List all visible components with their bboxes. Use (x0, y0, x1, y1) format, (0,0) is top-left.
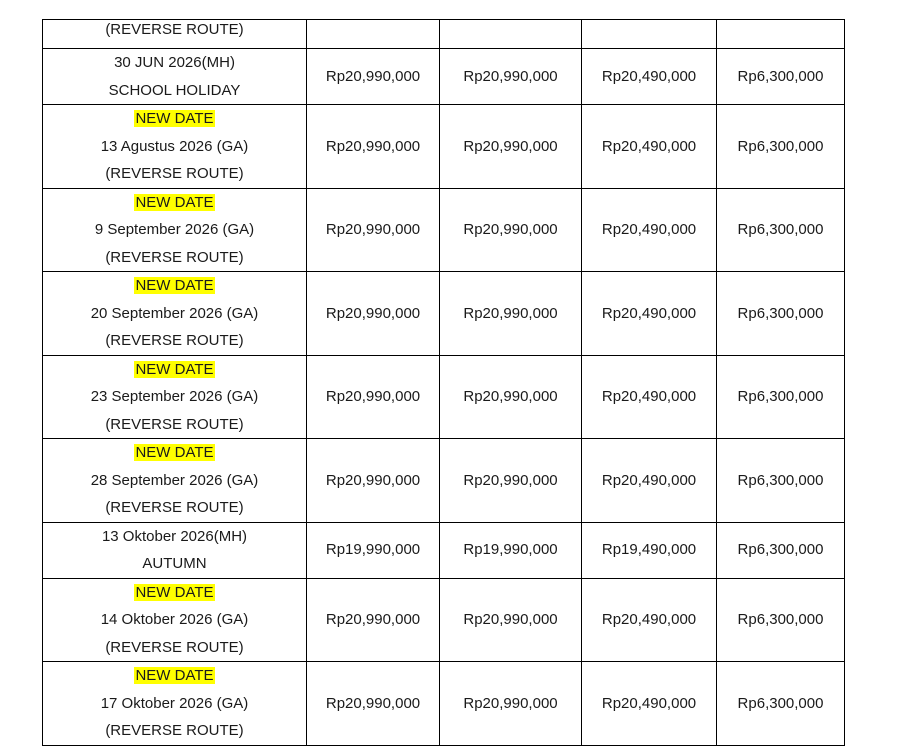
price-cell: Rp20,990,000 (440, 355, 582, 439)
departure-date-cell (43, 355, 307, 439)
price-cell: Rp20,990,000 (440, 578, 582, 662)
season-note: AUTUMN (142, 555, 207, 572)
table-row (43, 439, 845, 523)
new-date-badge: NEW DATE (135, 667, 214, 684)
new-date-badge: NEW DATE (135, 110, 214, 127)
price-cell: Rp20,990,000 (307, 355, 440, 439)
price-cell: Rp20,990,000 (440, 188, 582, 272)
departure-date-cell (43, 105, 307, 189)
price-cell: Rp19,990,000 (307, 522, 440, 578)
price-cell: Rp20,490,000 (582, 578, 717, 662)
price-cell: Rp20,490,000 (582, 662, 717, 746)
departure-date: 23 September 2026 (GA) (90, 388, 259, 405)
price-cell: Rp19,490,000 (582, 522, 717, 578)
price-cell: Rp20,990,000 (307, 439, 440, 523)
price-cell: Rp20,490,000 (582, 105, 717, 189)
departure-date: 9 September 2026 (GA) (94, 221, 255, 238)
route-note: (REVERSE ROUTE) (105, 499, 244, 516)
price-cell (307, 20, 440, 49)
new-date-badge: NEW DATE (135, 193, 214, 211)
departure-date-cell (43, 20, 307, 49)
route-note: (REVERSE ROUTE) (105, 415, 244, 433)
price-cell (440, 20, 582, 49)
price-cell: Rp6,300,000 (717, 439, 845, 523)
departure-date: 13 Agustus 2026 (GA) (100, 137, 249, 155)
table-row (43, 49, 845, 105)
table-row (43, 272, 845, 356)
new-date-badge: NEW DATE (135, 583, 214, 601)
price-cell: Rp6,300,000 (717, 355, 845, 439)
price-cell: Rp20,990,000 (307, 578, 440, 662)
departure-date-cell (43, 439, 307, 523)
departure-date: 17 Oktober 2026 (GA) (100, 694, 249, 712)
departure-date: 28 September 2026 (GA) (90, 471, 259, 489)
table-row (43, 662, 845, 746)
table-row (43, 355, 845, 439)
price-cell: Rp19,990,000 (440, 522, 582, 578)
price-cell: Rp20,990,000 (307, 662, 440, 746)
price-cell: Rp20,490,000 (582, 188, 717, 272)
price-cell: Rp20,990,000 (440, 105, 582, 189)
price-cell: Rp20,490,000 (582, 272, 717, 356)
price-cell: Rp20,990,000 (307, 272, 440, 356)
route-note: (REVERSE ROUTE) (105, 21, 244, 38)
new-date-badge: NEW DATE (135, 277, 214, 294)
price-cell (717, 20, 845, 49)
price-cell: Rp20,990,000 (307, 49, 440, 105)
price-cell: Rp20,990,000 (440, 272, 582, 356)
departure-date-cell (43, 49, 307, 105)
new-date-badge: NEW DATE (135, 444, 214, 461)
price-cell: Rp20,490,000 (582, 439, 717, 523)
price-table (42, 19, 845, 746)
price-cell: Rp20,990,000 (440, 439, 582, 523)
departure-date-cell (43, 188, 307, 272)
route-note: (REVERSE ROUTE) (105, 248, 244, 266)
price-cell: Rp6,300,000 (717, 578, 845, 662)
price-cell: Rp6,300,000 (717, 522, 845, 578)
price-cell: Rp6,300,000 (717, 662, 845, 746)
departure-date: 13 Oktober 2026(MH) (101, 527, 248, 545)
route-note: (REVERSE ROUTE) (105, 722, 244, 739)
table-row (43, 20, 845, 49)
table-row (43, 105, 845, 189)
price-table-container (42, 19, 844, 746)
price-cell: Rp6,300,000 (717, 105, 845, 189)
departure-date-cell (43, 272, 307, 356)
route-note: (REVERSE ROUTE) (105, 638, 244, 656)
table-row (43, 522, 845, 578)
price-cell: Rp20,990,000 (440, 662, 582, 746)
table-row (43, 578, 845, 662)
departure-date: 30 JUN 2026(MH) (114, 54, 235, 71)
price-cell: Rp20,990,000 (307, 188, 440, 272)
route-note: (REVERSE ROUTE) (105, 165, 244, 182)
price-cell: Rp20,990,000 (440, 49, 582, 105)
price-cell: Rp20,490,000 (582, 355, 717, 439)
departure-date-cell (43, 522, 307, 578)
price-cell: Rp20,490,000 (582, 49, 717, 105)
price-cell (582, 20, 717, 49)
price-cell: Rp6,300,000 (717, 272, 845, 356)
departure-date: 14 Oktober 2026 (GA) (100, 611, 249, 628)
season-note: SCHOOL HOLIDAY (108, 81, 241, 99)
departure-date-cell (43, 662, 307, 746)
route-note: (REVERSE ROUTE) (105, 332, 244, 349)
departure-date: 20 September 2026 (GA) (90, 304, 259, 322)
price-cell: Rp6,300,000 (717, 49, 845, 105)
new-date-badge: NEW DATE (135, 360, 214, 378)
departure-date-cell (43, 578, 307, 662)
price-cell: Rp6,300,000 (717, 188, 845, 272)
table-row (43, 188, 845, 272)
price-cell: Rp20,990,000 (307, 105, 440, 189)
